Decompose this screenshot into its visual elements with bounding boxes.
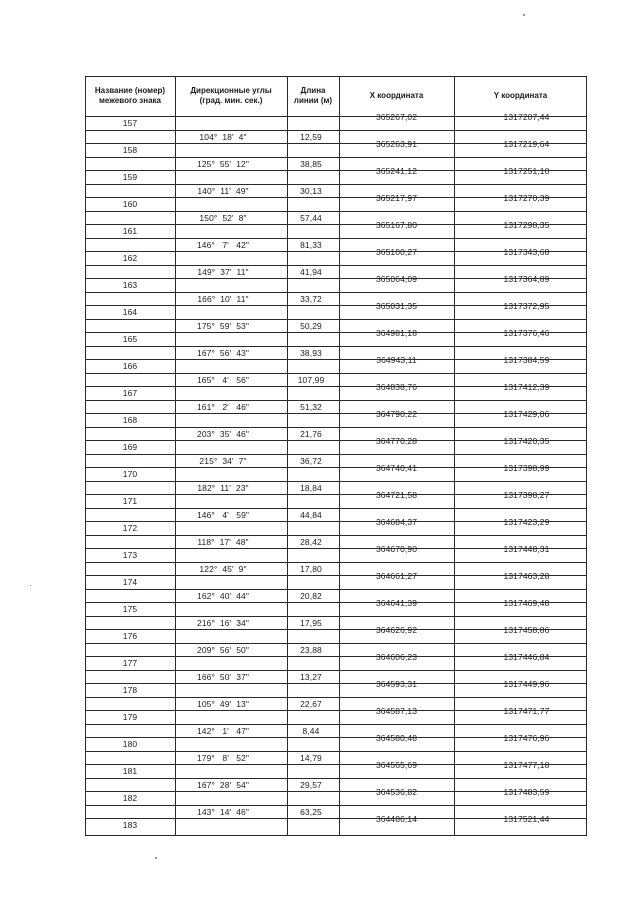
segment-angle: 162° 40' 44" <box>197 591 249 601</box>
point-x: 365241,12 <box>375 166 418 176</box>
segment-angle: 179° 8' 52" <box>196 753 250 763</box>
point-name: 169 <box>122 442 138 452</box>
point-y: 1317251,10 <box>503 166 550 176</box>
point-x: 364721,58 <box>375 490 418 500</box>
point-x: 365031,35 <box>375 301 418 311</box>
segment-length: 20,82 <box>300 591 322 601</box>
segment-angle: 140° 11' 49" <box>197 186 249 196</box>
point-x: 364670,90 <box>375 544 418 554</box>
point-name: 171 <box>122 496 138 506</box>
segment-length: 38,93 <box>300 348 322 358</box>
point-name: 163 <box>122 280 138 290</box>
segment-angle: 165° 4' 56" <box>196 375 250 385</box>
point-x: 364580,48 <box>375 733 418 743</box>
point-x: 364626,92 <box>375 625 418 635</box>
point-x: 364981,18 <box>375 328 418 338</box>
segment-length: 107,99 <box>297 375 325 385</box>
segment-angle: 150° 52' 8" <box>199 213 247 223</box>
segment-angle: 203° 35' 46" <box>197 429 249 439</box>
point-y: 1317521,44 <box>503 814 550 824</box>
point-name: 166 <box>122 361 138 371</box>
point-x: 364740,41 <box>375 463 418 473</box>
point-name: 177 <box>122 658 138 668</box>
segment-angle: 146° 4' 59" <box>196 510 250 520</box>
segment-angle: 142° 1' 47" <box>196 726 250 736</box>
segment-angle: 125° 55' 12" <box>197 159 249 169</box>
point-y: 1317471,77 <box>503 706 550 716</box>
point-y: 1317412,39 <box>503 382 550 392</box>
segment-angle: 105° 49' 13" <box>197 699 249 709</box>
point-name: 172 <box>122 523 138 533</box>
point-x: 364790,22 <box>375 409 418 419</box>
point-y: 1317449,96 <box>503 679 550 689</box>
segment-angle: 209° 56' 50" <box>197 645 249 655</box>
point-x: 364486,14 <box>375 814 418 824</box>
point-name: 161 <box>122 226 138 236</box>
table-vline <box>586 76 587 836</box>
segment-length: 28,42 <box>300 537 322 547</box>
segment-length: 17,80 <box>300 564 322 574</box>
segment-length: 51,32 <box>300 402 322 412</box>
segment-length: 41,94 <box>300 267 322 277</box>
point-name: 168 <box>122 415 138 425</box>
point-x: 365263,91 <box>375 139 418 149</box>
segment-angle: 118° 17' 48" <box>197 537 249 547</box>
point-name: 173 <box>122 550 138 560</box>
point-x: 364684,37 <box>375 517 418 527</box>
point-name: 167 <box>122 388 138 398</box>
segment-length: 57,44 <box>300 213 322 223</box>
point-y: 1317398,27 <box>503 490 550 500</box>
header-length: Длина линии (м) <box>293 86 333 105</box>
table-vline <box>454 76 455 836</box>
point-y: 1317372,95 <box>503 301 550 311</box>
scan-speck <box>30 585 31 586</box>
point-y: 1317364,89 <box>503 274 550 284</box>
header-angle: Дирекционные углы (град. мин. сек.) <box>190 86 272 105</box>
point-name: 158 <box>122 145 138 155</box>
point-y: 1317343,68 <box>503 247 550 257</box>
point-name: 164 <box>122 307 138 317</box>
point-y: 1317476,96 <box>503 733 550 743</box>
point-y: 1317477,18 <box>503 760 550 770</box>
point-y: 1317446,84 <box>503 652 550 662</box>
segment-angle: 146° 7' 42" <box>196 240 250 250</box>
point-y: 1317423,29 <box>503 517 550 527</box>
segment-length: 38,85 <box>300 159 322 169</box>
segment-angle: 104° 18' 4" <box>199 132 247 142</box>
point-name: 180 <box>122 739 138 749</box>
segment-length: 36,72 <box>300 456 322 466</box>
point-y: 1317458,86 <box>503 625 550 635</box>
point-name: 183 <box>122 820 138 830</box>
segment-angle: 215° 34' 7" <box>199 456 247 466</box>
point-name: 165 <box>122 334 138 344</box>
point-x: 364536,82 <box>375 787 418 797</box>
point-x: 364587,13 <box>375 706 418 716</box>
segment-length: 18,84 <box>300 483 322 493</box>
segment-length: 44,84 <box>300 510 322 520</box>
point-name: 162 <box>122 253 138 263</box>
point-x: 365167,80 <box>375 220 418 230</box>
point-name: 157 <box>122 118 138 128</box>
segment-length: 33,72 <box>300 294 322 304</box>
point-y: 1317376,46 <box>503 328 550 338</box>
point-y: 1317448,31 <box>503 544 550 554</box>
segment-angle: 143° 14' 46" <box>197 807 249 817</box>
segment-length: 13,27 <box>300 672 322 682</box>
segment-length: 14,79 <box>300 753 322 763</box>
segment-angle: 175° 59' 53" <box>197 321 249 331</box>
segment-angle: 122° 45' 9" <box>199 564 247 574</box>
point-y: 1317420,35 <box>503 436 550 446</box>
point-y: 1317469,48 <box>503 598 550 608</box>
segment-length: 81,33 <box>300 240 322 250</box>
point-x: 365267,02 <box>375 112 418 122</box>
point-name: 176 <box>122 631 138 641</box>
segment-angle: 182° 11' 23" <box>197 483 249 493</box>
point-x: 365100,27 <box>375 247 418 257</box>
point-name: 174 <box>122 577 138 587</box>
segment-angle: 161° 2' 46" <box>196 402 250 412</box>
point-name: 178 <box>122 685 138 695</box>
point-x: 364770,28 <box>375 436 418 446</box>
point-name: 181 <box>122 766 138 776</box>
segment-length: 12,59 <box>300 132 322 142</box>
point-x: 364641,39 <box>375 598 418 608</box>
segment-length: 22,67 <box>300 699 322 709</box>
point-y: 1317463,28 <box>503 571 550 581</box>
point-y: 1317270,39 <box>503 193 550 203</box>
table-hline <box>85 835 587 836</box>
point-y: 1317429,06 <box>503 409 550 419</box>
segment-angle: 166° 10' 11" <box>197 294 249 304</box>
point-y: 1317298,35 <box>503 220 550 230</box>
header-y: Y координата <box>493 91 548 100</box>
point-x: 365064,09 <box>375 274 418 284</box>
header-x: X координата <box>369 91 424 100</box>
point-x: 364606,23 <box>375 652 418 662</box>
point-name: 179 <box>122 712 138 722</box>
point-y: 1317219,64 <box>503 139 550 149</box>
point-name: 160 <box>122 199 138 209</box>
segment-length: 23,88 <box>300 645 322 655</box>
scan-speck <box>523 14 525 16</box>
point-name: 170 <box>122 469 138 479</box>
point-x: 364593,31 <box>375 679 418 689</box>
segment-length: 8,44 <box>302 726 320 736</box>
segment-length: 30,13 <box>300 186 322 196</box>
segment-length: 21,76 <box>300 429 322 439</box>
segment-angle: 166° 50' 37" <box>197 672 249 682</box>
point-name: 182 <box>122 793 138 803</box>
segment-length: 17,95 <box>300 618 322 628</box>
survey-table <box>85 76 587 836</box>
point-x: 365217,97 <box>375 193 418 203</box>
point-x: 364661,27 <box>375 571 418 581</box>
segment-angle: 216° 16' 34" <box>197 618 249 628</box>
point-x: 364838,76 <box>375 382 418 392</box>
table-vline <box>339 76 340 836</box>
segment-length: 63,25 <box>300 807 322 817</box>
segment-angle: 167° 28' 54" <box>197 780 249 790</box>
segment-length: 50,29 <box>300 321 322 331</box>
point-name: 159 <box>122 172 138 182</box>
point-x: 364943,11 <box>376 355 417 365</box>
table-hline <box>85 76 587 77</box>
point-name: 175 <box>122 604 138 614</box>
segment-angle: 167° 56' 43" <box>197 348 249 358</box>
point-y: 1317483,59 <box>503 787 550 797</box>
point-y: 1317398,99 <box>503 463 550 473</box>
point-x: 364565,69 <box>375 760 418 770</box>
scan-speck <box>155 857 157 859</box>
segment-angle: 149° 37' 11" <box>197 267 249 277</box>
point-y: 1317207,44 <box>503 112 550 122</box>
segment-length: 29,57 <box>300 780 322 790</box>
point-y: 1317384,59 <box>503 355 550 365</box>
header-name: Название (номер) межевого знака <box>94 86 166 105</box>
